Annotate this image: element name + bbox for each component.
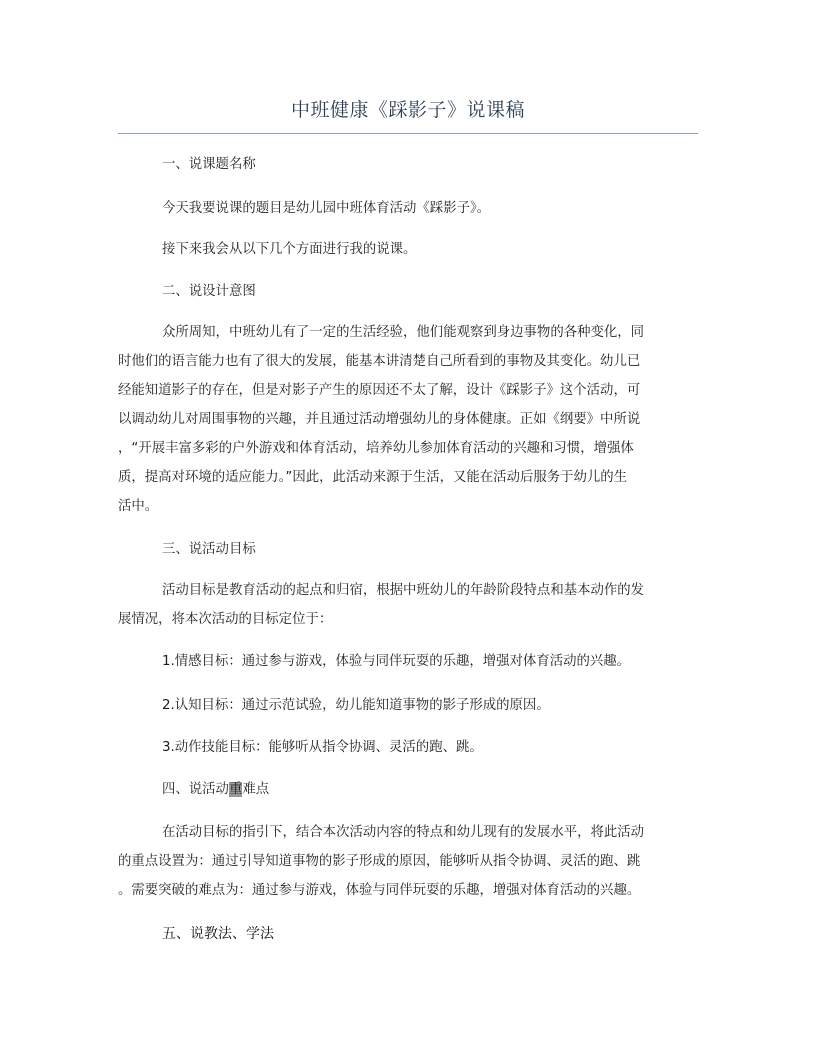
document-title: 中班健康《踩影子》说课稿 [290,99,525,121]
title-divider [118,133,698,134]
heading-4-part-3: 难点 [242,782,270,797]
section-2-para-line-1: 众所周知，中班幼儿有了一定的生活经验，他们能观察到身边事物的各种变化，同 [162,325,645,340]
section-2-para-line-5: ，“开展丰富多彩的户外游戏和体育活动，培养幼儿参加体育活动的兴趣和习惯，增强体 [118,441,634,456]
section-heading-1: 一、说课题名称 [162,157,256,172]
section-4-para-line-2: 的重点设置为：通过引导知道事物的影子形成的原因，能够听从指令协调、灵活的跑、跳 [118,854,641,869]
highlighted-character: 重 [228,782,243,797]
section-4-para-line-1: 在活动目标的指引下，结合本次活动内容的特点和幼儿现有的发展水平，将此活动 [162,825,645,840]
goal-item-1: 1.情感目标：通过参与游戏，体验与同伴玩耍的乐趣，增强对体育活动的兴趣。 [162,654,631,669]
section-3-para-line-2: 展情况，将本次活动的目标定位于： [118,612,333,627]
section-3-para-line-1: 活动目标是教育活动的起点和归宿，根据中班幼儿的年龄阶段特点和基本动作的发 [162,583,645,598]
section-4-para-line-3: 。需要突破的难点为：通过参与游戏，体验与同伴玩耍的乐趣，增强对体育活动的兴趣。 [118,883,641,898]
section-2-para-line-7: 活中。 [118,499,159,514]
goal-item-2: 2.认知目标：通过示范试验，幼儿能知道事物的影子形成的原因。 [162,698,550,713]
section-2-para-line-3: 经能知道影子的存在，但是对影子产生的原因还不太了解，设计《踩影子》这个活动，可 [118,383,641,398]
section-1-line-1: 今天我要说课的题目是幼儿园中班体育活动《踩影子》。 [162,201,491,216]
section-heading-3: 三、说活动目标 [162,542,256,557]
section-heading-4 [162,780,738,800]
section-2-para-line-4: 以调动幼儿对周围事物的兴趣，并且通过活动增强幼儿的身体健康。正如《纲要》中所说 [118,412,641,427]
section-2-para-line-2: 时他们的语言能力也有了很大的发展，能基本讲清楚自己所看到的事物及其变化。幼儿已 [118,354,641,369]
section-2-para-line-6: 质，提高对环境的适应能力。”因此，此活动来源于生活，又能在活动后服务于幼儿的生 [118,470,628,485]
section-heading-5: 五、说教法、学法 [162,926,274,942]
goal-item-3: 3.动作技能目标：能够听从指令协调、灵活的跑、跳。 [162,740,483,755]
section-1-line-2: 接下来我会从以下几个方面进行我的说课。 [162,242,417,257]
section-heading-2: 二、说设计意图 [162,284,256,299]
heading-4-part-1: 四、说活动 [162,782,229,797]
